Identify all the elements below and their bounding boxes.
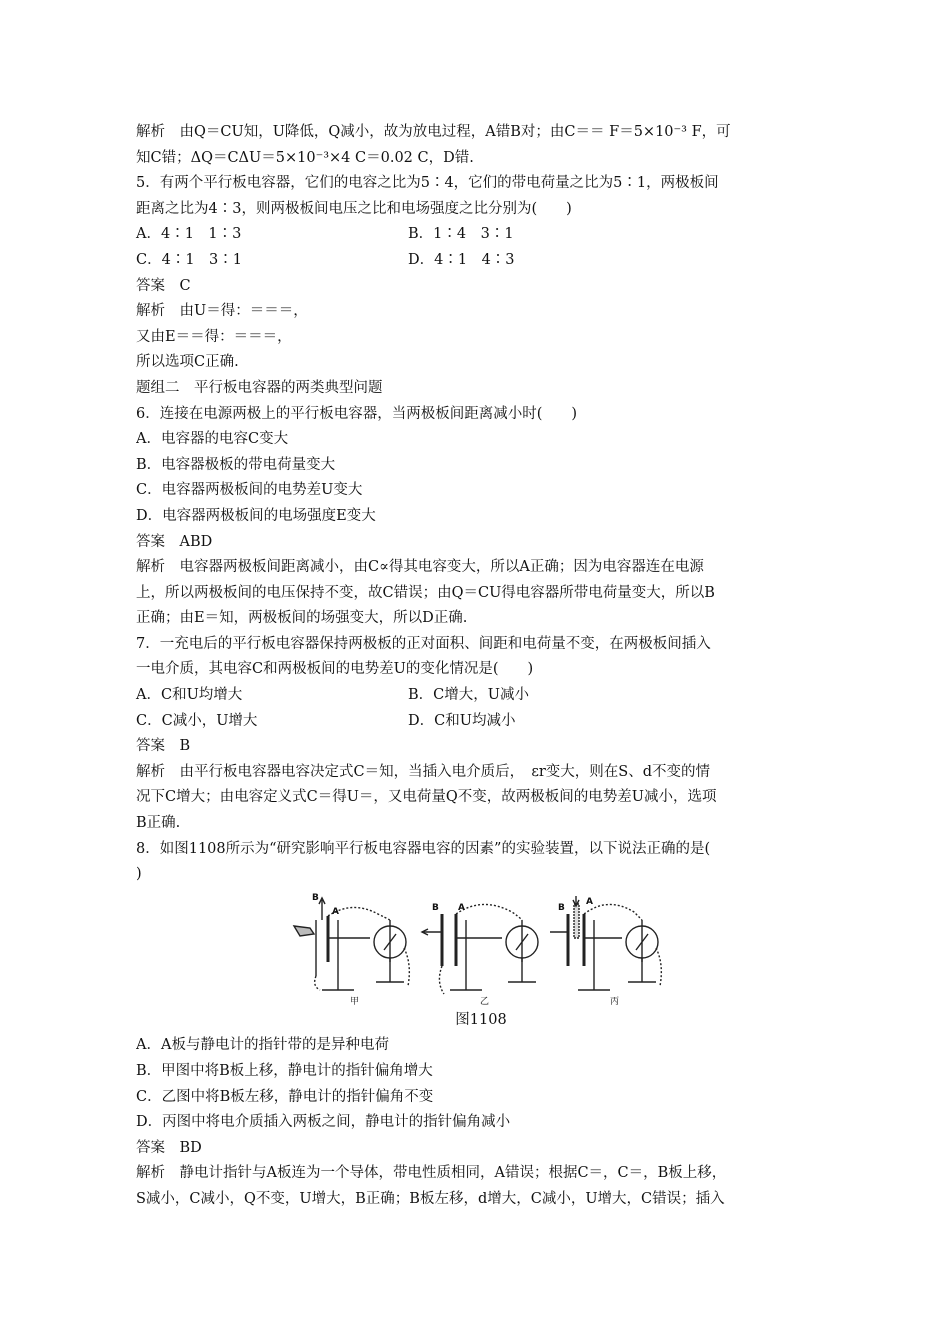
document-page	[136, 120, 826, 1213]
option-7C: C．C减小，U增大	[136, 712, 258, 729]
explanation-8-line-2: S减小，C减小，Q不变，U增大，B正确；B板左移，d增大，C减小，U增大，C错误；插入	[136, 1190, 725, 1207]
option-8B: B．甲图中将B板上移，静电计的指针偏角增大	[136, 1063, 433, 1079]
option-5C: C．4∶1 3∶1	[136, 251, 242, 268]
question-7-options-row-2	[136, 709, 826, 735]
explanation-5-line-1: 解析 由U＝得：＝＝＝，	[136, 303, 308, 320]
explanation-8-line-1: 解析 静电计指针与A板连为一个导体，带电性质相同，A错误；根据C＝，C＝，B板上移，	[136, 1165, 727, 1182]
question-5-options-row-2	[136, 248, 826, 274]
question-7-line-2: 一电介质，其电容C和两极板间的电势差U的变化情况是( )	[136, 661, 534, 678]
option-8C: C．乙图中将B板左移，静电计的指针偏角不变	[136, 1088, 434, 1105]
option-7B: B．C增大，U减小	[408, 687, 529, 704]
plate-a-label-bing: A	[586, 896, 593, 907]
setup-bing	[550, 896, 661, 1006]
option-7A: A．C和U均增大	[136, 687, 243, 704]
answer-5: 答案 C	[136, 277, 191, 294]
option-7D: D．C和U均减小	[408, 712, 516, 729]
answer-7: 答案 B	[136, 738, 191, 755]
option-5B: B．1∶4 3∶1	[408, 226, 514, 243]
label-yi: 乙	[480, 996, 490, 1006]
explanation-4-line-1: 解析 由Q＝CU知，U降低，Q减小，故为放电过程，A错B对；由C＝＝ F＝5×10⁻³ F，可	[136, 124, 731, 140]
plate-b-label-bing: B	[558, 902, 565, 913]
figure-caption: 图1108	[455, 1011, 507, 1028]
option-8A: A．A板与静电计的指针带的是异种电荷	[136, 1037, 389, 1054]
explanation-4-line-2: 知C错；ΔQ＝CΔU＝5×10⁻³×4 C＝0.02 C，D错.	[136, 149, 474, 166]
question-5-line-2: 距离之比为4∶3，则两极板间电压之比和电场强度之比分别为( )	[136, 200, 572, 217]
explanation-5-line-3: 所以选项C正确.	[136, 354, 239, 371]
explanation-6-line-2: 上，所以两极板间的电压保持不变，故C错误；由Q＝CU得电容器所带电荷量变大，所以B	[136, 584, 715, 601]
option-6B: B．电容器极板的带电荷量变大	[136, 456, 336, 473]
capacitor-experiment-illustration	[292, 890, 672, 1006]
label-jia: 甲	[350, 996, 360, 1006]
explanation-6-line-3: 正确；由E＝知，两极板间的场强变大，所以D正确.	[136, 610, 468, 627]
option-5A: A．4∶1 1∶3	[136, 226, 242, 243]
option-5D: D．4∶1 4∶3	[408, 251, 515, 268]
option-6D: D．电容器两极板间的电场强度E变大	[136, 507, 376, 524]
plate-a-label-jia: A	[332, 906, 339, 917]
dielectric-slab	[574, 904, 579, 938]
question-7-line-1: 7．一充电后的平行板电容器保持两极板的正对面积、间距和电荷量不变，在两极板间插入	[136, 635, 711, 652]
option-6A: A．电容器的电容C变大	[136, 431, 289, 448]
explanation-5-line-2: 又由E＝＝得：＝＝＝，	[136, 328, 292, 345]
explanation-6-line-1: 解析 电容器两极板间距离减小，由C∝得其电容变大，所以A正确；因为电容器连在电源	[136, 559, 704, 576]
question-8-line-1: 8．如图1108所示为“研究影响平行板电容器电容的因素”的实验装置，以下说法正确的是(	[136, 840, 711, 857]
question-5-line-1: 5．有两个平行板电容器，它们的电容之比为5∶4，它们的带电荷量之比为5∶1，两极板间	[136, 175, 719, 192]
explanation-7-line-1: 解析 由平行板电容器电容决定式C＝知，当插入电介质后， εr变大，则在S、d不变的情	[136, 763, 710, 780]
plate-b-label-jia: B	[312, 892, 319, 903]
plate-a-label-yi: A	[458, 902, 465, 913]
answer-8: 答案 BD	[136, 1139, 202, 1156]
option-6C: C．电容器两极板间的电势差U变大	[136, 482, 363, 499]
question-8-line-2: )	[136, 866, 142, 883]
answer-6: 答案 ABD	[136, 533, 213, 550]
explanation-7-line-3: B正确.	[136, 815, 181, 832]
explanation-7-line-2: 况下C增大；由电容定义式C＝得U＝，又电荷量Q不变，故两极板间的电势差U减小，选项	[136, 789, 717, 806]
label-bing: 丙	[610, 996, 620, 1006]
question-6: 6．连接在电源两极上的平行板电容器，当两极板间距离减小时( )	[136, 405, 578, 422]
question-5-options-row-1	[136, 222, 826, 248]
setup-yi	[422, 903, 538, 1006]
figure-1108	[136, 890, 826, 1008]
plate-b-label-yi: B	[432, 902, 439, 913]
hand-icon	[294, 926, 314, 936]
question-7-options-row-1	[136, 683, 826, 709]
setup-jia	[294, 893, 409, 1006]
option-8D: D．丙图中将电介质插入两板之间，静电计的指针偏角减小	[136, 1114, 511, 1131]
section-heading-group-2: 题组二 平行板电容器的两类典型问题	[136, 379, 383, 396]
